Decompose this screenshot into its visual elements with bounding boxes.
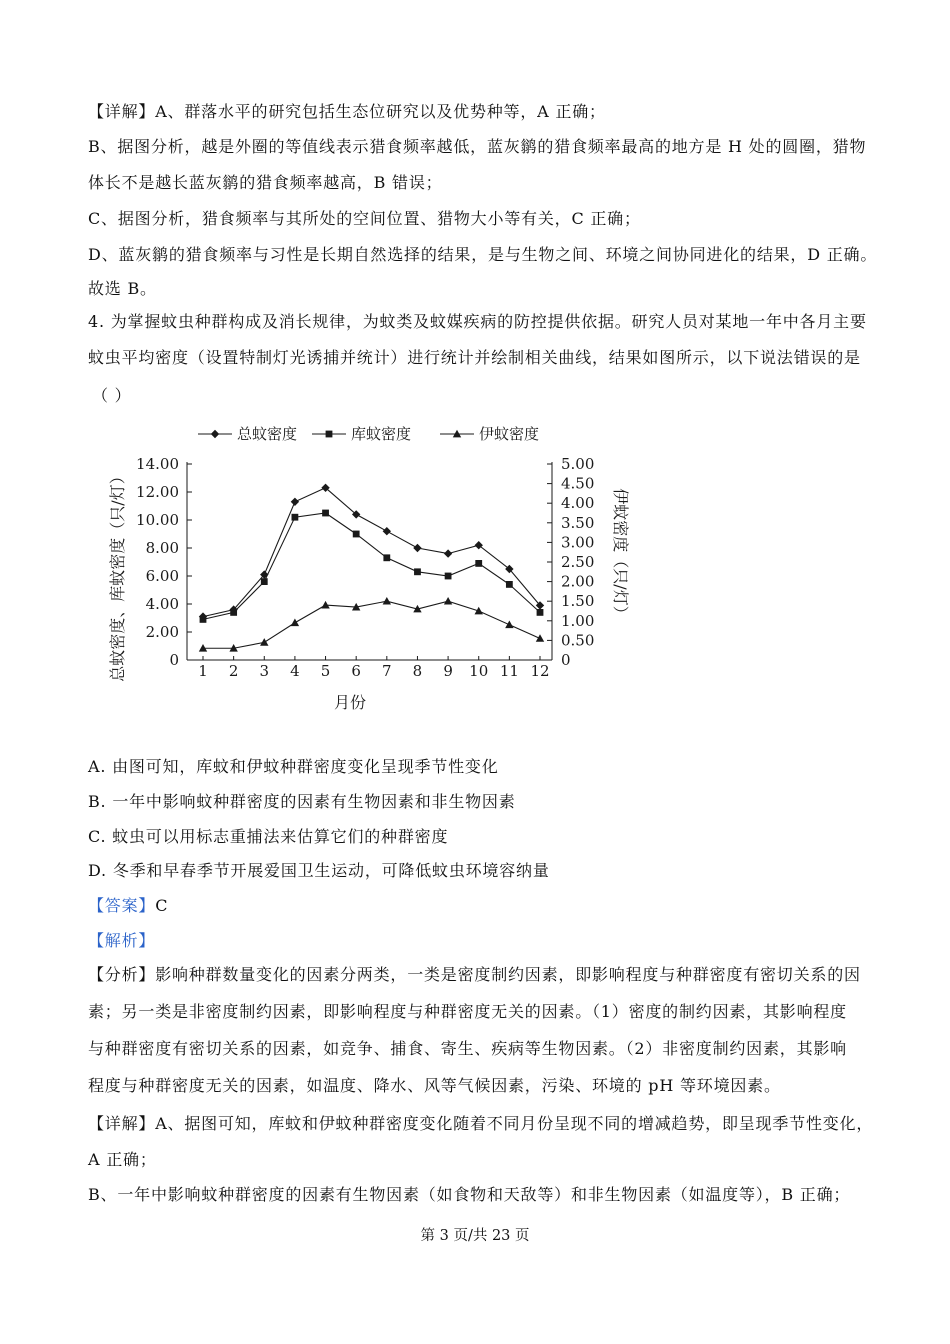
legend-marker-total-mosquito <box>211 430 219 438</box>
x-tick-label: 10 <box>469 662 489 680</box>
detail-line: A 正确； <box>88 1150 157 1169</box>
data-point-total-mosquito <box>413 544 421 552</box>
right-y-tick-label: 3.00 <box>561 533 595 552</box>
data-point-total-mosquito <box>383 527 391 535</box>
left-y-tick-label: 6.00 <box>145 567 179 585</box>
legend-marker-culex <box>326 431 333 438</box>
conclusion-line: 故选 B。 <box>88 279 157 298</box>
left-y-tick-label: 0 <box>169 651 179 669</box>
data-point-culex <box>322 510 329 517</box>
data-point-culex <box>292 514 299 521</box>
data-point-culex <box>537 609 544 616</box>
data-point-aedes <box>291 619 299 627</box>
detail-line: B、据图分析，越是外圈的等值线表示猎食频率越低，蓝灰鹟的猎食频率最高的地方是 H 处的圆圈，猎物 <box>88 137 867 156</box>
data-point-aedes <box>383 597 391 605</box>
right-y-tick-label: 3.50 <box>561 513 595 532</box>
data-point-culex <box>200 616 207 623</box>
option-b: B. 一年中影响蚊种群密度的因素有生物因素和非生物因素 <box>88 792 516 811</box>
data-point-culex <box>445 573 452 580</box>
x-tick-label: 11 <box>499 662 519 680</box>
question-line: 蚊虫平均密度（设置特制灯光诱捕并统计）进行统计并绘制相关曲线，结果如图所示，以下说法错误的是 <box>88 348 861 367</box>
mosquito-density-line-chart <box>90 415 650 720</box>
right-y-tick-label: 4.50 <box>561 474 595 493</box>
data-point-total-mosquito <box>444 549 452 557</box>
left-y-tick-label: 2.00 <box>145 623 179 641</box>
answer-line <box>88 895 168 917</box>
x-tick-label: 7 <box>382 662 392 680</box>
left-y-tick-label: 4.00 <box>145 595 179 613</box>
series-line-aedes <box>203 601 540 648</box>
data-point-aedes <box>260 638 268 646</box>
left-y-tick-label: 10.00 <box>136 511 179 529</box>
analysis-heading <box>88 930 155 952</box>
answer-tag: 【答案】 <box>88 896 156 915</box>
data-point-culex <box>230 609 237 616</box>
option-d: D. 冬季和早春季节开展爱国卫生运动，可降低蚊虫环境容纳量 <box>88 861 550 880</box>
data-point-culex <box>261 578 268 585</box>
data-point-culex <box>353 531 360 538</box>
left-y-axis-title: 总蚊密度、库蚊密度（只/灯） <box>108 468 127 682</box>
data-point-total-mosquito <box>291 498 299 506</box>
right-y-tick-label: 0.50 <box>561 631 595 650</box>
analysis-tag: 【解析】 <box>88 931 156 950</box>
answer-value: C <box>155 896 169 915</box>
answer-blank: （ ） <box>92 386 132 405</box>
left-y-tick-label: 14.00 <box>136 455 179 473</box>
analysis-line: 素；另一类是非密度制约因素，即影响程度与种群密度无关的因素。（1）密度的制约因素，其影响程度 <box>88 1002 847 1021</box>
x-tick-label: 3 <box>259 662 270 680</box>
data-point-culex <box>383 554 390 561</box>
right-y-tick-label: 1.50 <box>561 592 595 611</box>
x-tick-label: 5 <box>320 662 331 680</box>
analysis-line: 【分析】影响种群数量变化的因素分两类，一类是密度制约因素，即影响程度与种群密度有密切关系的因 <box>88 965 861 984</box>
x-tick-label: 2 <box>228 662 239 680</box>
x-tick-label: 8 <box>412 662 423 680</box>
left-y-tick-label: 12.00 <box>136 483 179 501</box>
right-y-tick-label: 4.00 <box>561 494 595 513</box>
question-line: 4. 为掌握蚊虫种群构成及消长规律，为蚊类及蚊媒疾病的防控提供依据。研究人员对某地一年中各月主要 <box>88 312 867 331</box>
detail-line: B、一年中影响蚊种群密度的因素有生物因素（如食物和天敌等）和非生物因素（如温度等），B 正确； <box>88 1185 851 1204</box>
data-point-aedes <box>505 621 513 629</box>
x-tick-label: 1 <box>198 662 208 680</box>
right-y-tick-label: 1.00 <box>561 611 595 630</box>
x-tick-label: 12 <box>530 662 550 680</box>
detail-line: 【详解】A、据图可知，库蚊和伊蚊种群密度变化随着不同月份呈现不同的增减趋势，即呈现季节性变化， <box>88 1114 874 1133</box>
data-point-aedes <box>444 597 452 605</box>
series-line-culex <box>203 513 540 619</box>
detail-line: C、据图分析，猎食频率与其所处的空间位置、猎物大小等有关，C 正确； <box>88 209 641 228</box>
data-point-culex <box>475 560 482 567</box>
legend-label-aedes: 伊蚊密度 <box>479 425 540 443</box>
analysis-line: 与种群密度有密切关系的因素，如竞争、捕食、寄生、疾病等生物因素。（2）非密度制约因素，其影响 <box>88 1039 847 1058</box>
right-y-axis-title: 伊蚊密度（只/灯） <box>611 488 630 622</box>
page-number-footer: 第 3 页/共 23 页 <box>420 1228 530 1244</box>
legend-label-culex: 库蚊密度 <box>351 425 412 443</box>
data-point-culex <box>414 568 421 575</box>
legend-label-total-mosquito: 总蚊密度 <box>237 425 298 443</box>
data-point-culex <box>506 581 513 588</box>
left-y-tick-label: 8.00 <box>145 539 179 557</box>
detail-line: 【详解】A、群落水平的研究包括生态位研究以及优势种等，A 正确； <box>88 102 606 121</box>
data-point-aedes <box>536 634 544 642</box>
detail-line: 体长不是越长蓝灰鹟的猎食频率越高，B 错误； <box>88 173 443 192</box>
x-tick-label: 9 <box>443 662 453 680</box>
right-y-tick-label: 5.00 <box>561 455 595 473</box>
option-a: A. 由图可知，库蚊和伊蚊种群密度变化呈现季节性变化 <box>88 757 499 776</box>
x-tick-label: 4 <box>290 662 300 680</box>
right-y-tick-label: 2.50 <box>561 553 595 571</box>
x-axis-title: 月份 <box>333 693 367 712</box>
right-y-tick-label: 0 <box>561 651 571 669</box>
option-c: C. 蚊虫可以用标志重捕法来估算它们的种群密度 <box>88 827 449 846</box>
detail-line: D、蓝灰鹟的猎食频率与习性是长期自然选择的结果，是与生物之间、环境之间协同进化的结果，D 正确。 <box>88 245 878 264</box>
right-y-tick-label: 2.00 <box>561 572 595 591</box>
series-line-total-mosquito <box>203 488 540 617</box>
x-tick-label: 6 <box>351 662 361 680</box>
analysis-line: 程度与种群密度无关的因素，如温度、降水、风等气候因素，污染、环境的 pH 等环境因素。 <box>88 1076 781 1095</box>
data-point-aedes <box>321 601 329 609</box>
